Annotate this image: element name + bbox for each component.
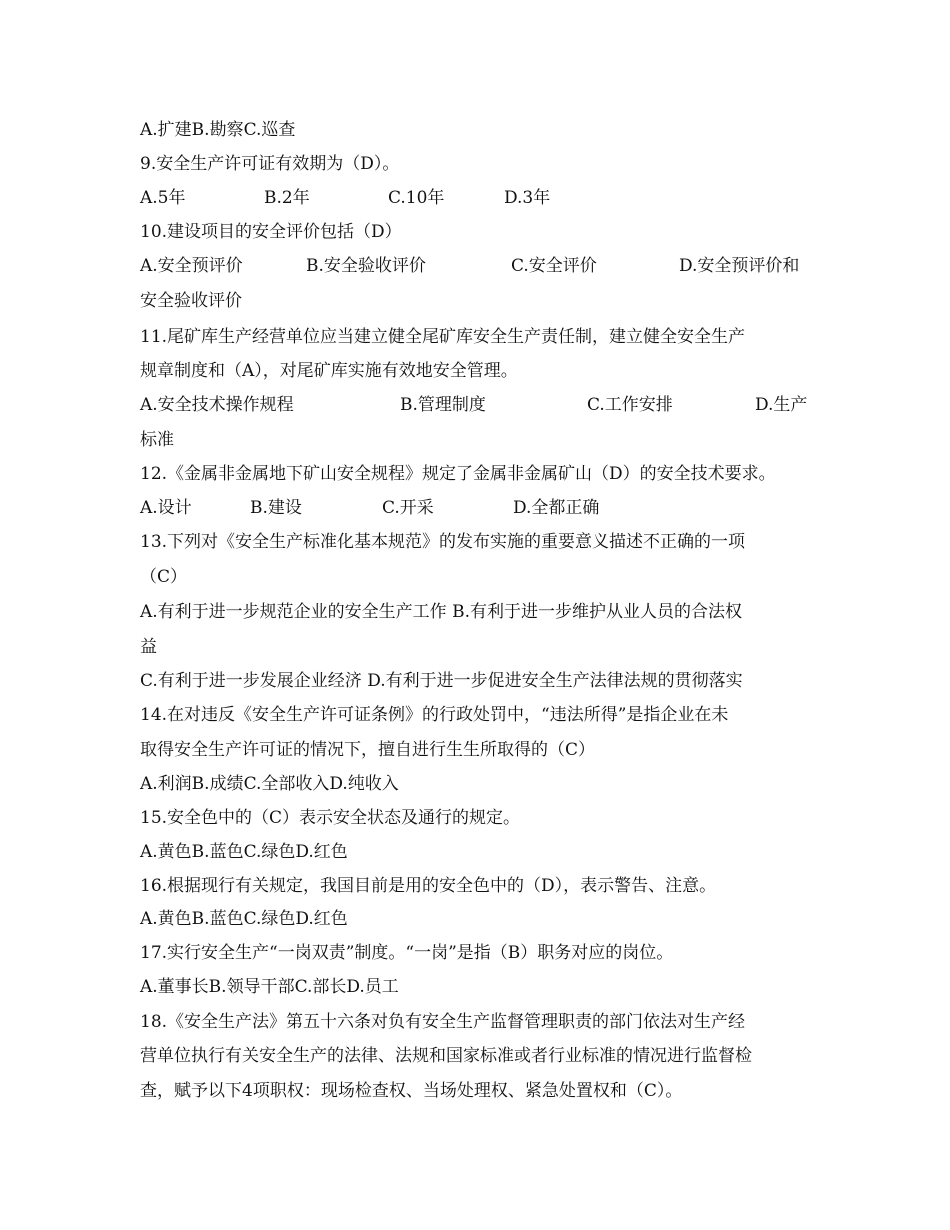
q13-options-line1: A.有利于进一步规范企业的安全生产工作 B.有利于进一步维护从业人员的合法权: [140, 602, 742, 622]
q11-option-a: A.安全技术操作规程: [140, 395, 294, 415]
q10-option-a: A.安全预评价: [140, 256, 243, 276]
q16-question: 16.根据现行有关规定，我国目前是用的安全色中的（D），表示警告、注意。: [140, 876, 717, 896]
q13-question-line2: （C）: [140, 567, 188, 587]
q12-option-d: D.全都正确: [513, 498, 600, 518]
q8-options: A.扩建B.勘察C.巡查: [140, 120, 296, 140]
q11-option-d-cont: 标准: [140, 430, 174, 450]
q14-question-line1: 14.在对违反《安全生产许可证条例》的行政处罚中，“违法所得”是指企业在未: [140, 705, 729, 725]
q10-option-c: C.安全评价: [511, 256, 597, 276]
q9-question: 9.安全生产许可证有效期为（D）。: [140, 154, 400, 174]
q15-question: 15.安全色中的（C）表示安全状态及通行的规定。: [140, 808, 521, 828]
q13-options-line2: 益: [140, 637, 157, 657]
q18-question-line2: 营单位执行有关安全生产的法律、法规和国家标准或者行业标准的情况进行监督检: [140, 1046, 752, 1066]
q9-option-a: A.5年: [140, 188, 186, 208]
q10-option-d: D.安全预评价和: [679, 256, 800, 276]
q13-question-line1: 13.下列对《安全生产标准化基本规范》的发布实施的重要意义描述不正确的一项: [140, 532, 746, 552]
q12-option-c: C.开采: [382, 498, 434, 518]
q10-option-d-cont: 安全验收评价: [140, 291, 242, 311]
q12-option-a: A.设计: [140, 498, 192, 518]
q18-question-line3: 查，赋予以下4项职权：现场检查权、当场处理权、紧急处置权和（C）。: [140, 1081, 683, 1101]
q10-question: 10.建设项目的安全评价包括（D）: [140, 222, 402, 242]
q9-option-c: C.10年: [388, 188, 445, 208]
q14-options: A.利润B.成绩C.全部收入D.纯收入: [140, 774, 399, 794]
q17-question: 17.实行安全生产“一岗双责”制度。“一岗”是指（B）职务对应的岗位。: [140, 943, 674, 963]
q11-option-d: D.生产: [755, 395, 808, 415]
q15-options: A.黄色B.蓝色C.绿色D.红色: [140, 842, 348, 862]
q12-option-b: B.建设: [250, 498, 302, 518]
q14-question-line2: 取得安全生产许可证的情况下，擅自进行生生所取得的（C）: [140, 740, 596, 760]
q11-question-line1: 11.尾矿库生产经营单位应当建立健全尾矿库安全生产责任制，建立健全安全生产: [140, 327, 746, 347]
q9-option-d: D.3年: [504, 188, 551, 208]
q9-option-b: B.2年: [264, 188, 310, 208]
q11-option-b: B.管理制度: [400, 395, 486, 415]
q11-question-line2: 规章制度和（A），对尾矿库实施有效地安全管理。: [140, 361, 518, 381]
q17-options: A.董事长B.领导干部C.部长D.员工: [140, 977, 399, 997]
q11-option-c: C.工作安排: [587, 395, 673, 415]
q16-options: A.黄色B.蓝色C.绿色D.红色: [140, 909, 348, 929]
q13-options-line3: C.有利于进一步发展企业经济 D.有利于进一步促进安全生产法律法规的贯彻落实: [140, 671, 743, 691]
q18-question-line1: 18.《安全生产法》第五十六条对负有安全生产监督管理职责的部门依法对生产经: [140, 1012, 746, 1032]
q10-option-b: B.安全验收评价: [306, 256, 426, 276]
q12-question: 12.《金属非金属地下矿山安全规程》规定了金属非金属矿山（D）的安全技术要求。: [140, 464, 776, 484]
